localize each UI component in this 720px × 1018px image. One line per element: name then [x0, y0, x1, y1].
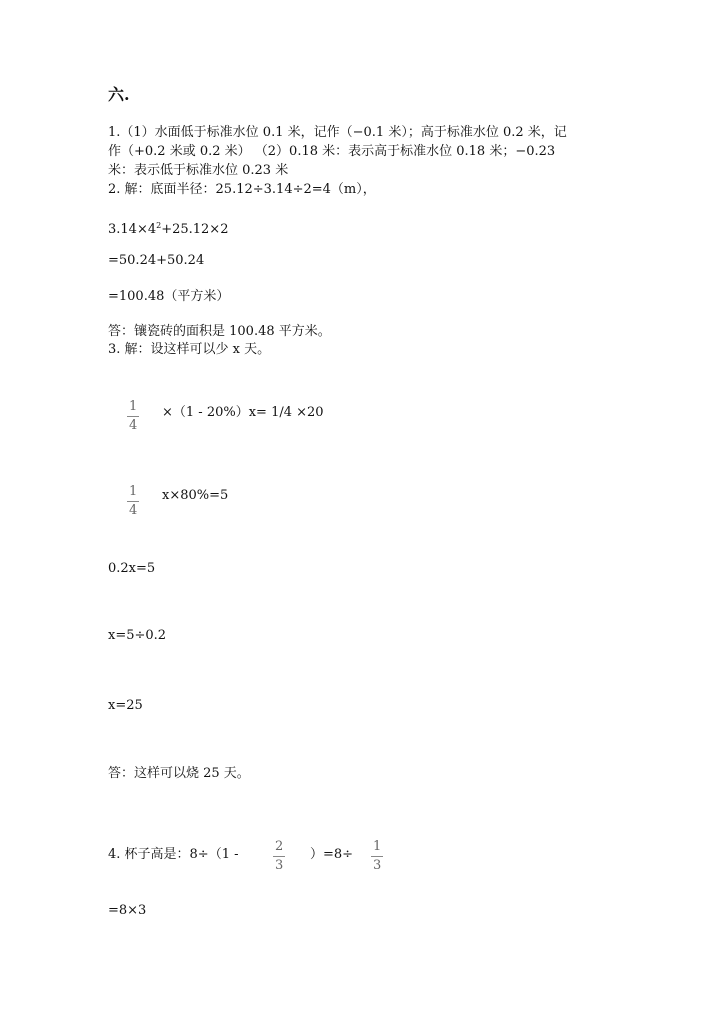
q4-fraction-1-bar: [273, 856, 285, 857]
q2-calc-1-post: +25.12×2: [161, 222, 229, 237]
q2-answer: 答：镶瓷砖的面积是 100.48 平方米。: [108, 324, 331, 339]
q4-line-1-mid: ）=8÷: [310, 847, 354, 862]
q4-fraction-2-numerator: 1: [373, 839, 382, 854]
q3-eq1-rest: ×（1 - 20%）x= 1/4 ×20: [162, 405, 324, 420]
q4-fraction-2-bar: [371, 856, 383, 857]
q4-fraction-1-denominator: 3: [275, 858, 284, 873]
q2-calc-1-pre: 3.14×4: [108, 222, 157, 237]
q4-line-1-pre: 4. 杯子高是：8÷（1 -: [108, 847, 239, 862]
q3-eq1-denominator: 4: [129, 418, 138, 433]
q1-line-2: 作（+0.2 米或 0.2 米） （2）0.18 米：表示高于标准水位 0.18 米；−0.23: [108, 144, 556, 159]
q2-calc-1: [108, 217, 228, 239]
q3-eq5: x=25: [108, 698, 143, 713]
q4-fraction-1: [273, 839, 285, 874]
q3-eq1-numerator: 1: [129, 399, 138, 414]
q2-line-1: 2. 解：底面半径：25.12÷3.14÷2=4（m），: [108, 182, 376, 197]
q1-line-1: 1.（1）水面低于标准水位 0.1 米，记作（−0.1 米）；高于标准水位 0.2 米，记: [108, 125, 567, 140]
q1-line-3: 米：表示低于标准水位 0.23 米: [108, 163, 289, 178]
q4-fraction-1-numerator: 2: [275, 839, 284, 854]
q4-line-2: =8×3: [108, 903, 147, 918]
q3-eq1-fraction: [127, 399, 139, 434]
section-heading: 六.: [108, 85, 130, 104]
q3-eq1-fraction-bar: [127, 416, 139, 417]
q2-calc-3: =100.48（平方米）: [108, 289, 230, 304]
q3-eq2-rest: x×80%=5: [162, 488, 229, 503]
q3-eq3: 0.2x=5: [108, 561, 156, 576]
q3-eq2-fraction-bar: [127, 501, 139, 502]
q3-answer: 答：这样可以烧 25 天。: [108, 766, 250, 781]
q4-fraction-2: [371, 839, 383, 874]
q2-calc-2: =50.24+50.24: [108, 253, 205, 268]
q2-calc-1-exponent: 2: [156, 221, 162, 230]
q3-eq2-fraction: [127, 484, 139, 519]
q3-line-1: 3. 解：设这样可以少 x 天。: [108, 342, 271, 357]
q3-eq2-numerator: 1: [129, 484, 138, 499]
q3-eq4: x=5÷0.2: [108, 628, 167, 643]
q3-eq2-denominator: 4: [129, 503, 138, 518]
q4-fraction-2-denominator: 3: [373, 858, 382, 873]
